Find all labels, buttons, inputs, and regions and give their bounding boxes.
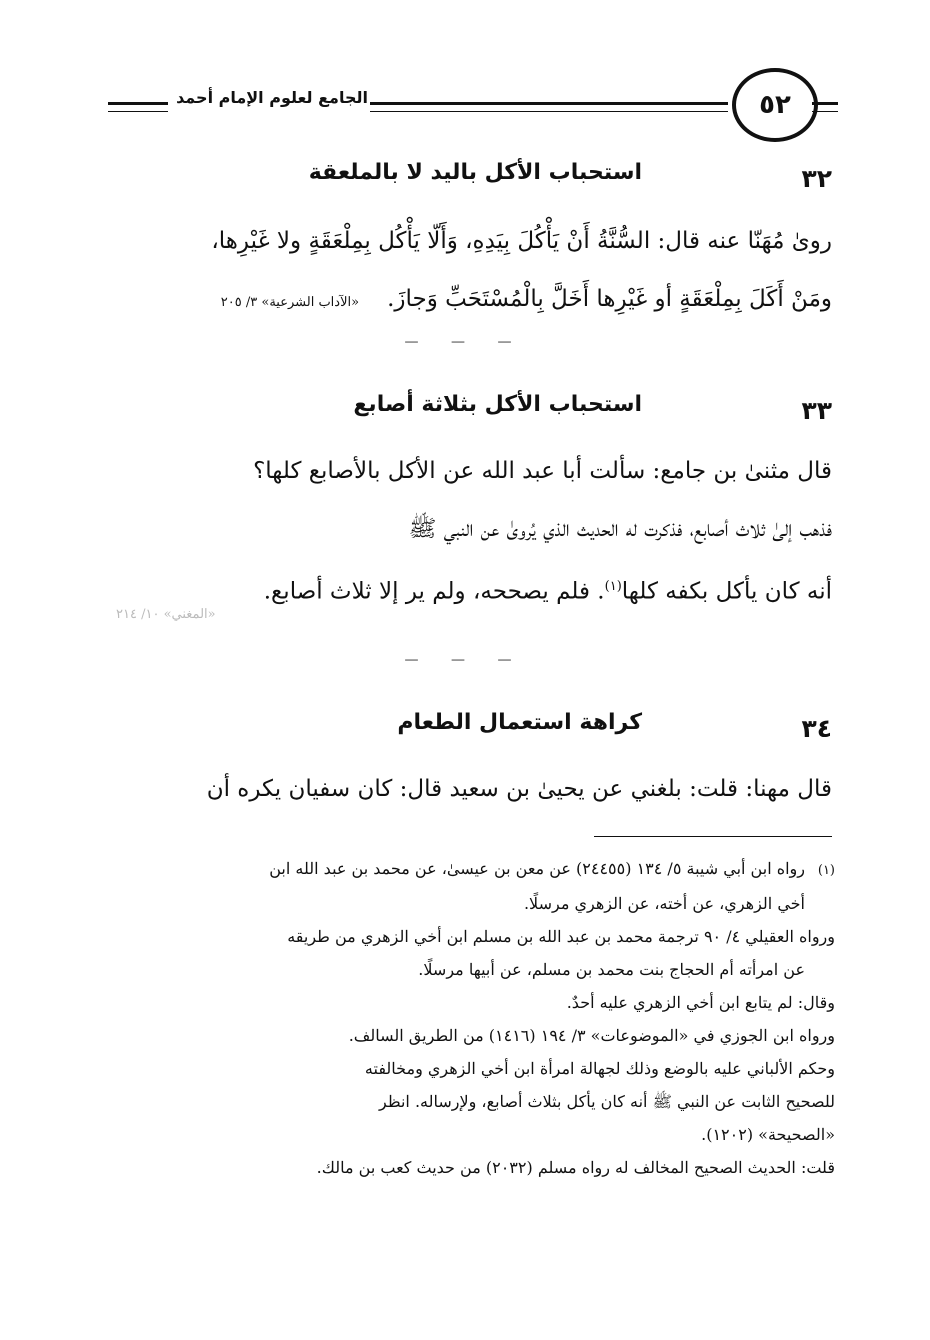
body-line: فذهب إلىٰ ثلاث أصابع، فذكرت له الحديث الذي يُروىٰ عن النبي ﷺ: [408, 516, 832, 542]
section-title: كراهة استعمال الطعام: [397, 710, 642, 735]
footnote-separator: [594, 836, 832, 837]
section-body: [86, 212, 832, 332]
body-text: . فلم يصححه، ولم ير إلا ثلاث أصابع.: [263, 578, 605, 605]
footnote-line: وقال: لم يتابع ابن أخي الزهري عليه أحدٌ.: [566, 993, 835, 1012]
section-number: ٣٤: [801, 714, 832, 743]
body-line: [86, 270, 832, 332]
section-body: [86, 760, 832, 818]
footnote-line: ورواه العقيلي ٤/ ٩٠ ترجمة محمد بن عبد الله بن مسلم ابن أخي الزهري من طريقه: [287, 927, 835, 946]
body-text: ومَنْ أَكَلَ بِمِلْعَقَةٍ أو غَيْرِها أَخَلَّ بِالْمُسْتَحَبِّ وَجازَ.: [387, 286, 832, 312]
header-rule: [370, 102, 728, 112]
body-line: قال مهنا: قلت: بلغني عن يحيىٰ بن سعيد قال: كان سفيان يكره أن: [206, 776, 832, 802]
header-rule: [108, 102, 168, 112]
footnote-text: رواه ابن أبي شيبة ٥/ ١٣٤ (٢٤٤٥٥) عن معن بن عيسىٰ، عن محمد بن عبد الله ابن: [269, 859, 805, 878]
footnote-line: أخي الزهري، عن أخته، عن الزهري مرسلًا.: [523, 894, 805, 913]
body-line: قال مثنىٰ بن جامع: سألت أبا عبد الله عن الأكل بالأصابع كلها؟: [253, 458, 832, 484]
section-body: [86, 442, 832, 621]
section-number: ٣٢: [801, 164, 832, 193]
section-divider: — — —: [404, 334, 526, 350]
source-citation: «الآداب الشرعية» ٣/ ٢٠٥: [220, 295, 360, 310]
page-number: ٥٢: [759, 90, 791, 120]
source-citation: «المغني» ١٠/ ٢١٤: [116, 607, 216, 622]
footnote-line: ورواه ابن الجوزي في «الموضوعات» ٣/ ١٩٤ (١٤١٦) من الطريق السالف.: [348, 1026, 835, 1045]
footnote-line: «الصحيحة» (١٢٠٢).: [701, 1125, 835, 1144]
section-heading: [108, 710, 832, 750]
footnotes: [100, 852, 835, 1184]
section-title: استحباب الأكل بثلاثة أصابع: [353, 392, 642, 417]
footnote-line: عن امرأته أم الحجاج بنت محمد بن مسلم، عن أبيها مرسلًا.: [418, 960, 805, 979]
footnote-line: [100, 852, 835, 887]
page-header: [108, 68, 838, 142]
book-title: الجامع لعلوم الإمام أحمد: [176, 88, 368, 107]
footnote-line: للصحيح الثابت عن النبي ﷺ أنه كان يأكل بثلاث أصابع، ولإرساله. انظر: [379, 1092, 835, 1111]
section-title: استحباب الأكل باليد لا بالملعقة: [308, 160, 642, 185]
footnote-line: وحكم الألباني عليه بالوضع وذلك لجهالة امرأة ابن أخي الزهري ومخالفته: [364, 1059, 835, 1078]
section-heading: [108, 160, 832, 200]
section-divider: — — —: [404, 652, 526, 668]
body-line: رویٰ مُهَنّا عنه قال: السُّنَّةُ أَنْ يَأْكُلَ بِيَدِهِ، وَأَلّا يَأْكُل بِمِلْعَقَةٍ ولا غَيْرِها،: [211, 228, 832, 254]
body-text: أنه كان يأكل بكفه كلها: [621, 578, 832, 605]
section-heading: [108, 392, 832, 432]
footnote-line: قلت: الحديث الصحيح المخالف له رواه مسلم (٢٠٣٢) من حديث كعب بن مالك.: [316, 1158, 835, 1177]
section-number: ٣٣: [801, 396, 832, 425]
page-number-badge: [732, 68, 818, 142]
footnote-ref[interactable]: (١): [604, 579, 622, 594]
footnote-marker: (١): [817, 863, 835, 878]
